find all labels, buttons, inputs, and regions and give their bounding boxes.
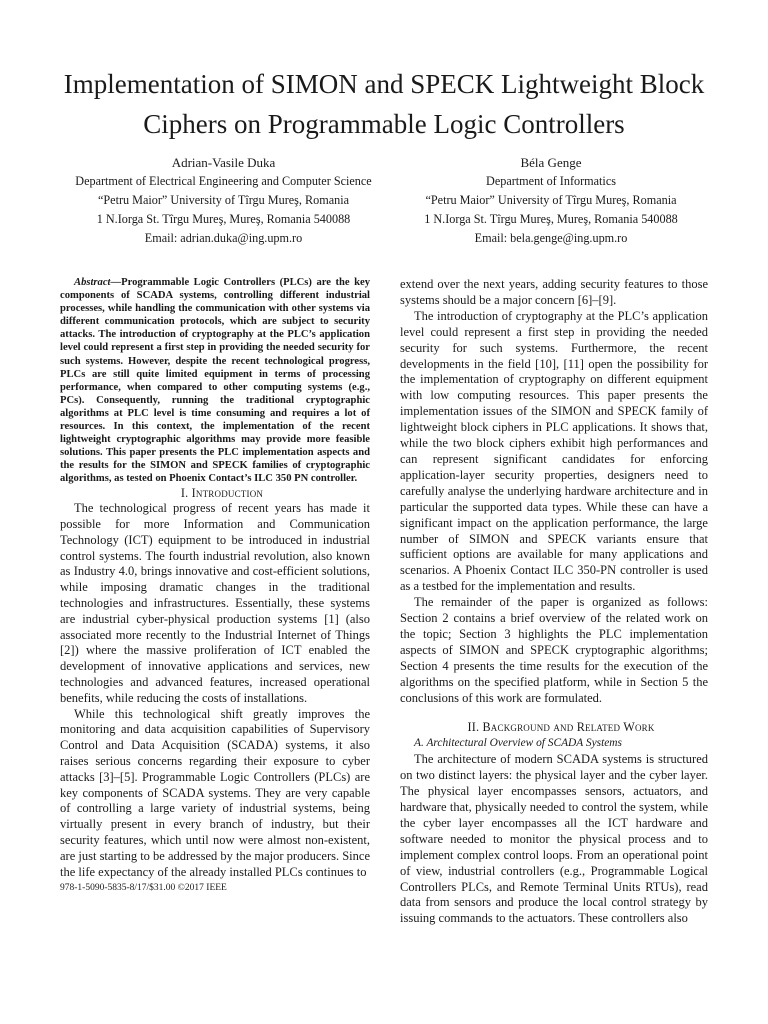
author-address: 1 N.Iorga St. Tîrgu Mureş, Mureş, Romania 540088 <box>96 212 351 226</box>
author-university: “Petru Maior” University of Tîrgu Mureş, Romania <box>425 193 677 207</box>
author-university: “Petru Maior” University of Tîrgu Mureş, Romania <box>97 193 350 207</box>
author-name: Adrian-Vasile Duka <box>171 155 276 170</box>
author-department: Department of Informatics <box>486 174 616 188</box>
author-block-1 <box>50 153 397 248</box>
body-paragraph-continuation: extend over the next years, adding security features to those systems should be a major concern [6]–[9]. <box>400 277 708 307</box>
abstract <box>60 276 370 486</box>
body-paragraph: The architecture of modern SCADA systems is structured on two distinct layers: the physical layer and the cyber layer. The physical layer encompasses sensors, actuators, and hardware that, physically needed to control the system, while the cyber layer encompasses all the ICT hardware and software needed to monitor the physical process and to implement complex control loops. From an operational point of view, industrial controllers (e.g., Programmable Logical Controllers PLCs, and Remote Terminal Units RTUs), read data from sensors and produce the local control strategy by issuing commands to the actuators. These controllers also <box>400 752 708 926</box>
subsection-heading: A. Architectural Overview of SCADA Systems <box>414 737 622 750</box>
author-department: Department of Electrical Engineering and Computer Science <box>75 174 372 188</box>
paper-title: Implementation of SIMON and SPECK Lightweight Block Ciphers on Programmable Logic Controllers <box>63 69 705 139</box>
left-column <box>60 276 370 880</box>
copyright-footer: 978-1-5090-5835-8/17/$31.00 ©2017 IEEE <box>60 883 227 893</box>
section-heading-background: II. Background and Related Work <box>467 720 655 735</box>
body-paragraph: The remainder of the paper is organized as follows: Section 2 contains a brief overview of the related work on the topic; Section 3 highlights the PLC implementation aspects of SIMON and SPECK cryptographic algorithms; Section 4 presents the time results for the execution of the algorithms on the specified platform, while in Section 5 the conclusions of this work are formulated. <box>400 595 708 705</box>
right-column <box>400 277 708 927</box>
author-email: Email: adrian.duka@ing.upm.ro <box>144 231 303 245</box>
author-address: 1 N.Iorga St. Tîrgu Mureş, Mureş, Romania 540088 <box>424 212 678 226</box>
author-email: Email: bela.genge@ing.upm.ro <box>474 231 628 245</box>
abstract-label: Abstract <box>74 277 111 288</box>
body-paragraph: The technological progress of recent years has made it possible for more Information and Communication Technology (ICT) equipment to be introduced in industrial control systems. The fourth industrial revolution, also known as Industry 4.0, brings innovative and cost-efficient solutions, while imposing dramatic changes in the traditional technologies and infrastructures. Essentially, these systems are industrial cyber-physical production systems [1] (also associated more recently to the Industrial Internet of Things [2]) where the massive proliferation of ICT enabled the development of innovative applications and services, new technologies and advanced features, increased operational benefits, while reducing the costs of installations. <box>60 501 370 705</box>
abstract-text: —Programmable Logic Controllers (PLCs) are the key components of SCADA systems, controlling different industrial processes, while handling the communication with other systems via different communication protocols, which are subject to security attacks. The introduction of cryptography at the PLC’s application level could represent a first step in providing the needed security for such systems. However, despite the recent technological progress, PLCs are still quite limited equipment in terms of processing performance, when compared to other computing systems (e.g., PCs). Consequently, running the traditional cryptographic algorithms at PLC level is time consuming and requires a lot of resources. In this context, the implementation of the recent lightweight cryptographic algorithms may provide more feasible solutions. This paper presents the PLC implementation aspects and the results for the SIMON and SPECK families of cryptographic algorithms, as tested on Phoenix Contact’s ILC 350 PN controller. <box>60 277 370 485</box>
body-paragraph: The introduction of cryptography at the PLC’s application level could represent a first step in providing the needed security for such systems. Furthermore, the recent developments in the field [10], [11] open the possibility for the implementation of cryptography on different equipment with low computing resources. This paper presents the implementation issues of the SIMON and SPECK family of lightweight block ciphers in PLC applications. It shows that, while the two block ciphers exhibit high performances and can represent significant candidates for enforcing application-layer security properties, designers need to carefully analyse the underlying hardware architecture and in particular the supported data types. While these can have a significant impact on the application performance, the large number of SIMON and SPECK variants ensure that sufficient options are available for many applications and scenarios. A Phoenix Contact ILC 350-PN controller is used as a testbed for the implementation and results. <box>400 308 708 594</box>
author-name: Béla Genge <box>520 155 582 170</box>
section-heading-introduction: I. Introduction <box>180 485 264 500</box>
body-paragraph: While this technological shift greatly improves the monitoring and data acquisition capabilities of Supervisory Control and Data Acquisition (SCADA) systems, it also raises serious concerns regarding their exposure to cyber attacks [3]–[5]. Programmable Logic Controllers (PLCs) are key components of SCADA systems. They are very capable of controlling a large variety of industrial systems, being virtually present in every branch of industry, but their security features, which until now were almost non-existent, are just starting to be addressed by the major producers. Since the life expectancy of the already installed PLCs continues to <box>60 706 370 879</box>
author-block-2 <box>397 153 705 248</box>
